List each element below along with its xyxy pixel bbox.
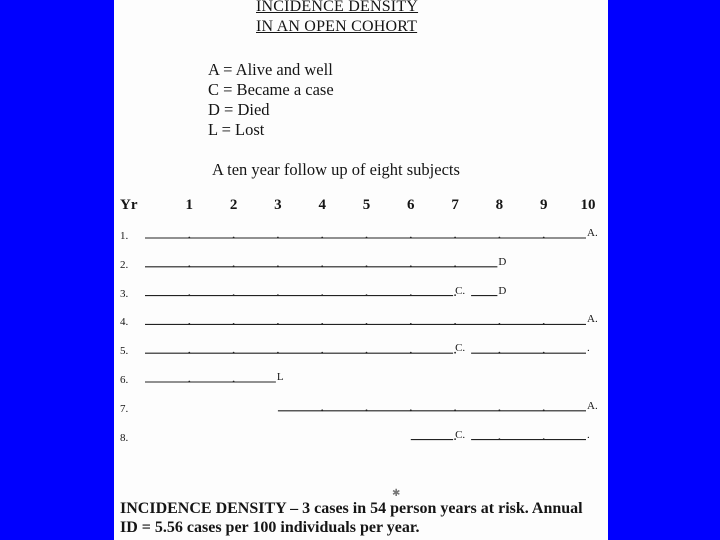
year-tick-dot — [543, 323, 545, 325]
case-mark-row-5: C. — [455, 342, 466, 355]
year-label-1: 1 — [185, 197, 194, 213]
legend-item-lost: L = Lost — [208, 120, 265, 139]
year-label-2: 2 — [229, 197, 238, 213]
year-tick-dot — [188, 237, 190, 239]
row-label-6: 6. — [120, 374, 129, 386]
year-tick-dot — [233, 294, 235, 296]
year-tick-dot — [233, 352, 235, 354]
year-tick-dot — [499, 237, 501, 239]
follow-up-lines — [114, 0, 608, 540]
title-line-2: IN AN OPEN COHORT — [256, 18, 418, 35]
year-tick-dot — [277, 294, 279, 296]
end-mark-row-1: A. — [587, 227, 598, 239]
year-tick-dot — [321, 409, 323, 411]
year-tick-dot — [233, 323, 235, 325]
year-tick-dot — [366, 409, 368, 411]
year-tick-dot — [454, 323, 456, 325]
year-tick-dot — [188, 265, 190, 267]
year-tick-dot — [499, 409, 501, 411]
year-tick-dot — [277, 352, 279, 354]
year-tick-dot — [321, 265, 323, 267]
row-label-4: 4. — [120, 316, 129, 329]
year-tick-dot — [410, 237, 412, 239]
year-label-4: 4 — [318, 197, 326, 213]
year-tick-dot — [233, 265, 235, 267]
end-mark-row-8: . — [587, 428, 590, 441]
year-tick-dot — [499, 352, 501, 354]
year-tick-dot — [233, 237, 235, 239]
year-tick-dot — [188, 381, 190, 383]
legend-item-case: C = Became a case — [208, 80, 334, 99]
year-tick-dot — [321, 323, 323, 325]
year-tick-dot — [543, 409, 545, 411]
legend-item-alive: A = Alive and well — [208, 60, 333, 79]
row-label-8: 8. — [120, 431, 129, 444]
year-tick-dot — [454, 237, 456, 239]
title-line-1: INCIDENCE DENSITY — [256, 0, 419, 15]
row-label-7: 7. — [120, 402, 129, 415]
document-page — [114, 0, 608, 540]
legend-item-died: D = Died — [208, 100, 270, 119]
year-tick-dot — [233, 381, 235, 383]
year-label-7: 7 — [451, 197, 459, 213]
year-tick-dot — [499, 438, 501, 440]
year-tick-dot — [410, 265, 412, 267]
row-label-3: 3. — [120, 287, 129, 300]
footer-line-2: ID = 5.56 cases per 100 individuals per year. — [120, 519, 420, 536]
end-mark-row-3: D — [498, 284, 507, 297]
year-tick-dot — [277, 237, 279, 239]
row-label-1: 1. — [120, 230, 129, 242]
year-tick-dot — [543, 237, 545, 239]
year-label-6: 6 — [407, 197, 415, 213]
end-mark-row-2: D — [498, 255, 507, 268]
end-mark-row-7: A. — [587, 399, 598, 412]
case-mark-row-3: C. — [455, 284, 466, 297]
footer-line-1: INCIDENCE DENSITY – 3 cases in 54 person years at risk. Annual — [120, 500, 583, 517]
year-tick-dot — [366, 352, 368, 354]
subtitle: A ten year follow up of eight subjects — [212, 160, 460, 179]
year-tick-dot — [454, 409, 456, 411]
year-tick-dot — [321, 352, 323, 354]
year-tick-dot — [188, 294, 190, 296]
end-mark-row-5: . — [587, 342, 590, 355]
year-label-3: 3 — [274, 197, 282, 213]
year-tick-dot — [277, 323, 279, 325]
row-label-5: 5. — [120, 345, 129, 358]
year-tick-dot — [366, 265, 368, 267]
year-tick-dot — [499, 323, 501, 325]
year-tick-dot — [454, 265, 456, 267]
year-tick-dot — [410, 352, 412, 354]
year-tick-dot — [188, 323, 190, 325]
year-tick-dot — [366, 323, 368, 325]
year-label-8: 8 — [495, 197, 504, 213]
year-tick-dot — [410, 409, 412, 411]
year-tick-dot — [410, 294, 412, 296]
smudge-mark: ✱ — [392, 488, 401, 499]
year-tick-dot — [410, 323, 412, 325]
yr-label: Yr — [120, 197, 138, 213]
year-tick-dot — [543, 352, 545, 354]
year-tick-dot — [188, 352, 190, 354]
end-mark-row-6: L — [276, 371, 284, 383]
end-mark-row-4: A. — [587, 313, 598, 326]
case-mark-row-8: C. — [455, 428, 466, 441]
year-label-9: 9 — [539, 197, 548, 213]
year-tick-dot — [366, 294, 368, 296]
year-label-10: 10 — [580, 197, 596, 213]
year-tick-dot — [543, 438, 545, 440]
year-tick-dot — [321, 294, 323, 296]
year-tick-dot — [277, 265, 279, 267]
row-label-2: 2. — [120, 258, 129, 271]
year-tick-dot — [366, 237, 368, 239]
year-label-5: 5 — [362, 197, 371, 213]
year-tick-dot — [321, 237, 323, 239]
